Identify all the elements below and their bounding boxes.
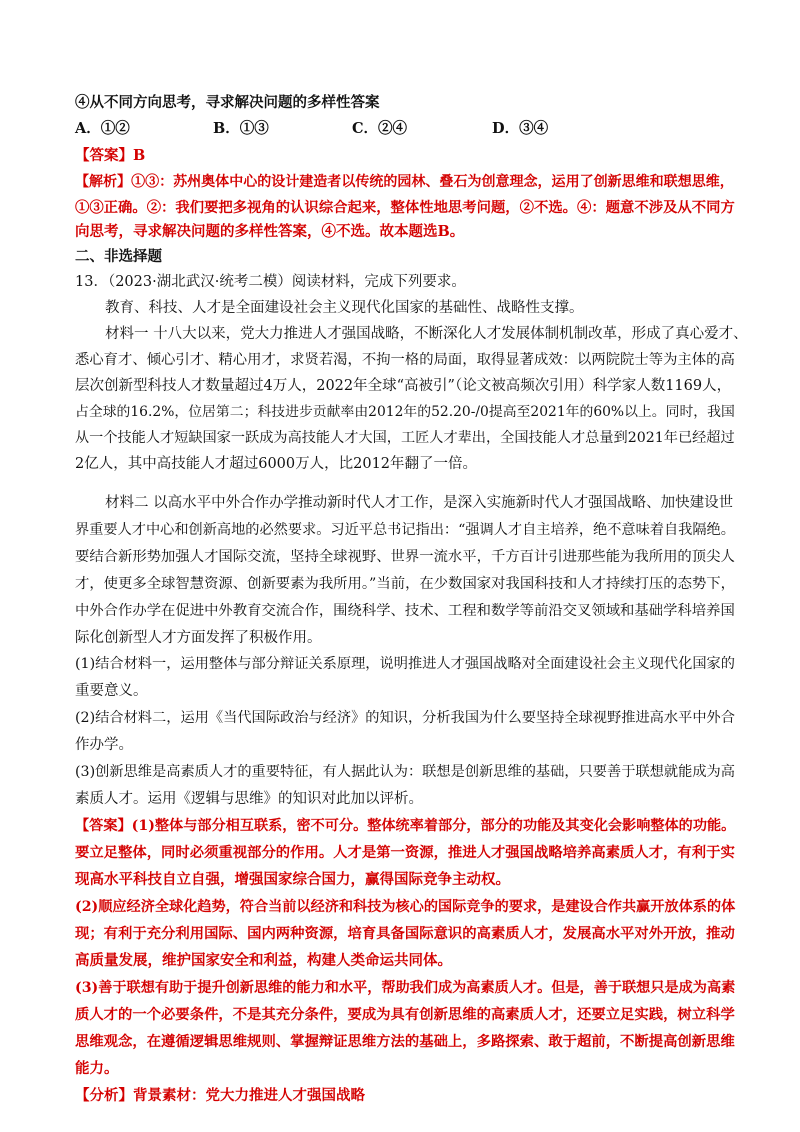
section-title: 二、非选择题 (75, 249, 162, 265)
q13-intro: 教育、科技、人才是全面建设社会主义现代化国家的基础性、战略性支撑。 (105, 300, 584, 316)
analysis-text: 背景素材：党大力推进人才强国战略 (133, 1087, 365, 1104)
q13-analysis (75, 1086, 735, 1106)
analysis-tag: 【解析】 (75, 174, 132, 190)
q13-answer-line-6: 高质量发展，维护国家安全和利益，构建人类命运共同体。 (75, 952, 452, 969)
q13-answer-line-10: 能力。 (75, 1060, 119, 1077)
material1-line-6: 2亿人，其中高技能人才超过6000万人，比2012年翻了一倍。 (75, 456, 478, 472)
choice-d: D．③④ (492, 120, 549, 137)
question-2-line-2: 作办学。 (75, 737, 133, 753)
q13-answer-line-3: 现高水平科技自立自强，增强国家综合国力，赢得国际竞争主动权。 (75, 871, 510, 888)
question-3-line-2: 素质人才。运用《逻辑与思维》的知识对此加以评析。 (75, 791, 423, 807)
q12-option-4: ④从不同方向思考，寻求解决问题的多样性答案 (75, 94, 380, 111)
q12-answer (75, 146, 735, 166)
q13-answer-line-7: (3)善于联想有助于提升创新思维的能力和水平，帮助我们成为高素质人才。但是，善于联想只是成为高素 (75, 980, 736, 996)
choice-c: C．②④ (352, 120, 408, 137)
question-1-line-1: (1)结合材料一，运用整体与部分辩证关系原理，说明推进人才强国战略对全面建设社会主义现代化国家的 (75, 656, 735, 672)
answer-text: (1)整体与部分相互联系，密不可分。整体统率着部分，部分的功能及其变化会影响整体的功能。 (131, 818, 736, 834)
q12-analysis-line-2: ①③正确。②：我们要把多视角的认识综合起来，整体性地思考问题，②不选。④：题意不涉及从不同方 (75, 200, 735, 216)
answer-value: B (133, 147, 146, 164)
q12-choices (75, 119, 735, 139)
material1-line-2: 悉心育才、倾心引才、精心用才，求贤若渴，不拘一格的局面，取得显著成效：以两院院士等为主体的高 (75, 352, 735, 368)
choice-a: A．①② (75, 120, 130, 137)
q13-header: 13．（2023·湖北武汉·统考二模）阅读材料，完成下列要求。 (75, 274, 466, 290)
question-2-line-1: (2)结合材料二，运用《当代国际政治与经济》的知识，分析我国为什么要坚持全球视野推进高水平中外合 (75, 710, 735, 726)
q12-analysis-line-1 (75, 172, 735, 192)
analysis-text: ①③：苏州奥体中心的设计建造者以传统的园林、叠石为创意理念，运用了创新思维和联想思维， (131, 174, 734, 190)
choice-b: B．①③ (213, 120, 269, 137)
material2-line-6: 际化创新型人才方面发挥了积极作用。 (75, 630, 322, 646)
material1-line-4: 占全球的16.2%，位居第二；科技进步贡献率由2012年的52.20-/0提高至2021年的60%以上。同时，我国 (75, 404, 735, 420)
question-3-line-1: (3)创新思维是高素质人才的重要特征，有人据此认为：联想是创新思维的基础，只要善于联想就能成为高 (75, 764, 735, 780)
q13-answer-line-8: 质人才的一个必要条件，不是其充分条件，要成为具有创新思维的高素质人才，还要立足实践，树立科学 (75, 1007, 735, 1023)
answer-tag: 【答案】 (75, 147, 133, 164)
answer-tag: 【答案】 (75, 818, 132, 834)
material2-line-5: 中外合作办学在促进中外教育交流合作，围绕科学、技术、工程和数学等前沿交叉领域和基础学科培养国 (75, 603, 735, 619)
q13-answer-line-5: 现；有利于充分利用国际、国内两种资源，培育具备国际意识的高素质人才，发展高水平对外开放，推动 (75, 926, 735, 942)
question-1-line-2: 重要意义。 (75, 683, 148, 699)
material2-line-3: 要结合新形势加强人才国际交流，坚持全球视野、世界一流水平，千方百计引进那些能为我所用的顶尖人 (75, 549, 735, 565)
q13-answer-line-9: 思维观念，在遵循逻辑思维规则、掌握辩证思维方法的基础上，多路探索、敢于超前，不断提高创新思维 (75, 1034, 735, 1050)
material1-line-3: 层次创新型科技人才数量超过4万人，2022年全球“高被引”（论文被高频次引用）科学家人数1169人， (75, 378, 732, 394)
material1-line-5: 从一个技能人才短缺国家一跃成为高技能人才大国，工匠人才辈出，全国技能人才总量到2021年已经超过 (75, 430, 735, 446)
q13-answer-line-4: (2)顺应经济全球化趋势，符合当前以经济和科技为核心的国际竞争的要求，是建设合作共赢开放体系的体 (75, 899, 736, 915)
material2-line-4: 才，使更多全球智慧资源、创新要素为我所用。”当前，在少数国家对我国科技和人才持续打压的态势下， (75, 576, 735, 592)
q13-answer-line-2: 要立足整体，同时必须重视部分的作用。人才是第一资源，推进人才强国战略培养高素质人才，有利于实 (75, 845, 735, 861)
q13-answer-line-1 (75, 816, 735, 836)
material2-line-2: 界重要人才中心和创新高地的必然要求。习近平总书记指出：“强调人才自主培养，绝不意味着自我隔绝。 (75, 522, 735, 538)
analysis-tag: 【分析】 (75, 1087, 133, 1104)
q12-analysis-line-3: 向思考，寻求解决问题的多样性答案，④不选。故本题选B。 (75, 223, 465, 240)
material2-line-1: 材料二 以高水平中外合作办学推动新时代人才工作，是深入实施新时代人才强国战略、加快建设世 (105, 495, 734, 511)
material1-line-1: 材料一 十八大以来，党大力推进人才强国战略，不断深化人才发展体制机制改革，形成了真心爱才、 (105, 326, 748, 342)
